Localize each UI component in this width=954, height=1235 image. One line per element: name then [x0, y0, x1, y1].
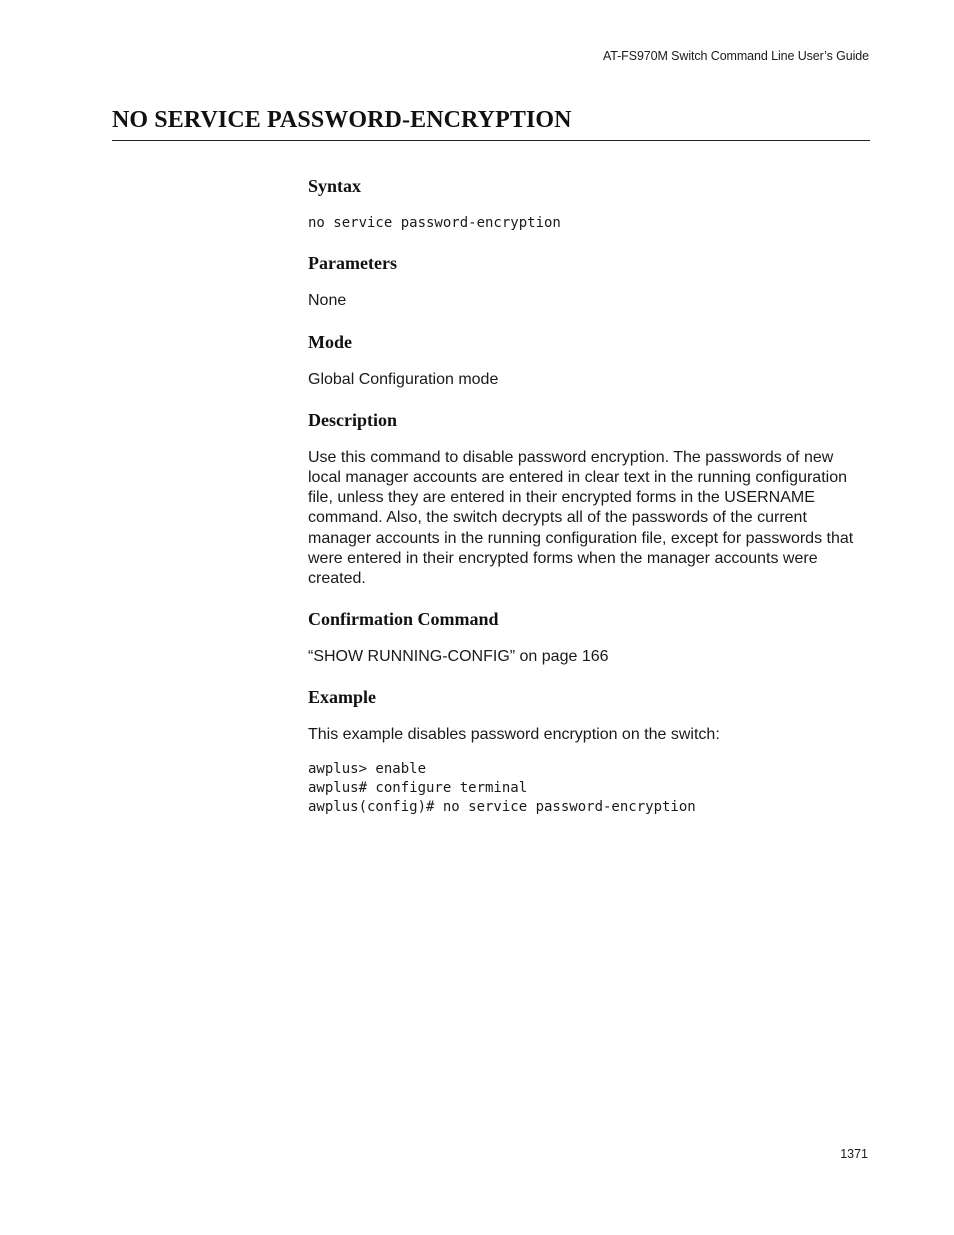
example-code-line-3: awplus(config)# no service password-encryption	[308, 799, 696, 816]
syntax-code: no service password-encryption	[308, 215, 561, 231]
command-reference-body	[308, 174, 870, 818]
example-text: This example disables password encryption on the switch:	[308, 726, 720, 744]
parameters-heading: Parameters	[308, 253, 397, 274]
syntax-heading: Syntax	[308, 176, 362, 196]
description-text: Use this command to disable password encryption. The passwords of new local manager accounts are entered in clear text in the running configuration file, unless they are entered in their encrypted forms in the USERNAME command. Also, the switch decrypts all of the passwords of the current manager accounts in the running configuration file, except for passwords that were entered in their encrypted forms when the manager accounts were created.	[308, 448, 854, 588]
mode-text: Global Configuration mode	[308, 370, 499, 388]
page-number: 1371	[840, 1147, 868, 1161]
confirmation-command-heading: Confirmation Command	[308, 609, 499, 630]
confirmation-command-link[interactable]: “SHOW RUNNING-CONFIG” on page 166	[308, 648, 609, 666]
description-heading: Description	[308, 409, 397, 430]
page-title: NO SERVICE PASSWORD-ENCRYPTION	[112, 107, 572, 133]
running-header: AT-FS970M Switch Command Line User’s Guide	[602, 49, 869, 63]
example-heading: Example	[308, 687, 377, 708]
example-code-line-2: awplus# configure terminal	[308, 780, 528, 797]
title-divider	[112, 140, 870, 141]
example-code-line-1: awplus> enable	[308, 760, 427, 777]
parameters-text: None	[308, 292, 347, 310]
mode-heading: Mode	[308, 331, 352, 352]
